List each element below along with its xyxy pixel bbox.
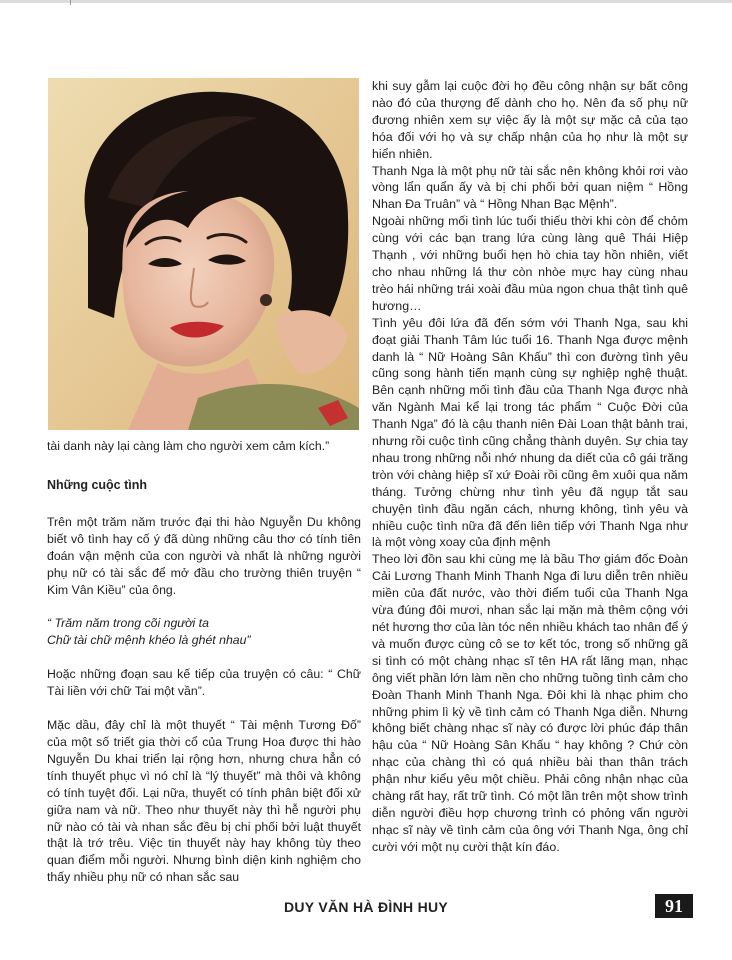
- paragraph: Mặc dầu, đây chỉ là một thuyết “ Tài mệnh Tương Đố” của một số triết gia thời cổ của Trung Hoa được thi hào Nguyễn Du khai triển lại rộng hơn, nhưng chưa hẳn có tính thuyết phục vì nó chỉ là “lý thuyết” mà thôi và không có tính tuyệt đối. Lại nữa, thuyết có tính phân biệt đối xử giữa nam và nữ. Theo như thuyết này thì hễ người phụ nữ nào có tài và nhan sắc đều bị chi phối bởi luật thuyết thật là trớ trêu. Việc tin thuyết này hay không tùy theo quan điểm mỗi người. Nhưng bình diện kinh nghiệm cho thấy nhiều phụ nữ có nhan sắc sau: [47, 718, 361, 885]
- top-crop-mark: [70, 0, 71, 5]
- author-name: DUY VĂN HÀ ĐÌNH HUY: [283, 899, 449, 915]
- poem-line: Chữ tài chữ mệnh khéo là ghét nhau”: [47, 633, 251, 648]
- paragraph: khi suy gẫm lại cuộc đời họ đều công nhận sự bất công nào đó của thượng đế dành cho họ. Nên đa số phụ nữ đương nhiên xem sự việc ấy là một sự mặc cả của tạo hóa đối với họ và sự chấp nhận của họ như là một sự hiển nhiên.: [372, 79, 688, 161]
- paragraph: Ngoài những mối tình lúc tuổi thiếu thời khi còn để chỏm cùng với các bạn trang lứa cùng làng quê Thái Hiệp Thạnh , với những buổi hẹn hò chia tay hồn nhiên, viết cho nhau những lá thư còn nhòe mực hay cùng nhau trèo hái những trái xoài đầu mùa ngon chua thật tình quê hương…: [372, 214, 688, 313]
- portrait-illustration: [48, 78, 359, 430]
- left-column: [47, 438, 361, 886]
- spacer: [47, 492, 361, 514]
- spacer: [47, 455, 361, 478]
- section-heading: Những cuộc tình: [47, 477, 148, 492]
- spacer: [47, 598, 361, 615]
- spacer: [47, 649, 361, 666]
- photo-caption: tài danh này lại càng làm cho người xem cảm kích.”: [47, 439, 330, 453]
- paragraph: Thanh Nga là một phụ nữ tài sắc nên không khỏi rơi vào vòng lẩn quẩn ấy và bị chi phối bởi quan niệm “ Hồng Nhan Đa Truân” và “ Hồng Nhan Bạc Mệnh”.: [372, 163, 688, 212]
- paragraph: Tình yêu đôi lứa đã đến sớm với Thanh Nga, sau khi đoạt giải Thanh Tâm lúc tuổi 16. Thanh Nga được mệnh danh là “ Nữ Hoàng Sân Khấu” thì con đường tình yêu cũng song hành tiến mạnh cùng sự nghiệp nghệ thuật. Bên cạnh những mối tình đầu của Thanh Nga được nhà văn Ngành Mai kể lại trong tác phẩm “ Cuộc Đời của Thanh Nga” đó là cậu thanh niên Đài Loan thật bảnh trai, nhưng rồi cuộc tình cũng chẳng thành duyên. Sự chia tay nhau trong những nỗi nhớ nhung da diết của cô gái trăng tròn với chàng hiệp sĩ xứ Đoài rồi cũng êm xuôi qua năm tháng. Tưởng chừng như tình yêu đã ngụp tắt sau chuyện tình đầu ngăn cách, nhưng không, tình yêu và nhiều cuộc tình nữa đã đến liên tiếp với Thanh Nga như là một vòng xoay của định mệnh: [372, 315, 688, 550]
- poem-line: “ Trăm năm trong cõi người ta: [47, 616, 209, 631]
- top-border: [0, 0, 732, 3]
- paragraph: Trên một trăm năm trước đại thi hào Nguyễn Du không biết vô tình hay cố ý đã dùng những câu thơ có tính tiên đoán vận mệnh của con người và nhất là những người phụ nữ có tài sắc để mở đầu cho trường thiên truyện “ Kim Vân Kiều” của ông.: [47, 514, 361, 597]
- page-number: 91: [655, 894, 693, 918]
- paragraph: Hoặc những đoạn sau kế tiếp của truyện có câu: “ Chữ Tài liền với chữ Tai một vần”.: [47, 667, 361, 699]
- paragraph: Theo lời đồn sau khi cùng mẹ là bầu Thơ giám đốc Đoàn Cải Lương Thanh Minh Thanh Nga đi lưu diễn trên nhiều miền của đất nước, vào thời điểm tuổi của Thanh Nga vừa đúng đôi mươi, nhan sắc lại mặn mà thêm cộng với nét hương thơ của làn tóc nên nhiều khách tao nhân để ý và muốn được cùng cô se tơ kết tóc, trong số những gã si tình có một chàng nhạc sĩ tên HA rất lãng mạn, nhạc ông viết phần lớn làm nền cho những tuồng tình cảm cho Đoàn Thanh Minh Thanh Nga. Đôi khi là nhạc phim cho những phim lì kỳ về tình cảm có Thanh Nga diễn. Nhưng không biết chàng nhạc sĩ này có được lời phúc đáp thân hậu của “ Nữ Hoàng Sân Khấu “ hay không ? Chứ còn nhạc của chàng thì có quá nhiều bài than thân trách phận như kiểu yêu một chiều. Phải công nhận nhạc của chàng rất hay, rất trữ tình. Có một lần trên một show trình diễn người điều hợp chương trình có phỏng vấn người nhạc sĩ này về tình cảm của ông với Thanh Nga, ông chỉ cười với một nụ cười thật kín đáo.: [372, 552, 688, 854]
- portrait-photo: [48, 78, 359, 430]
- right-column: [372, 78, 688, 856]
- spacer: [47, 700, 361, 717]
